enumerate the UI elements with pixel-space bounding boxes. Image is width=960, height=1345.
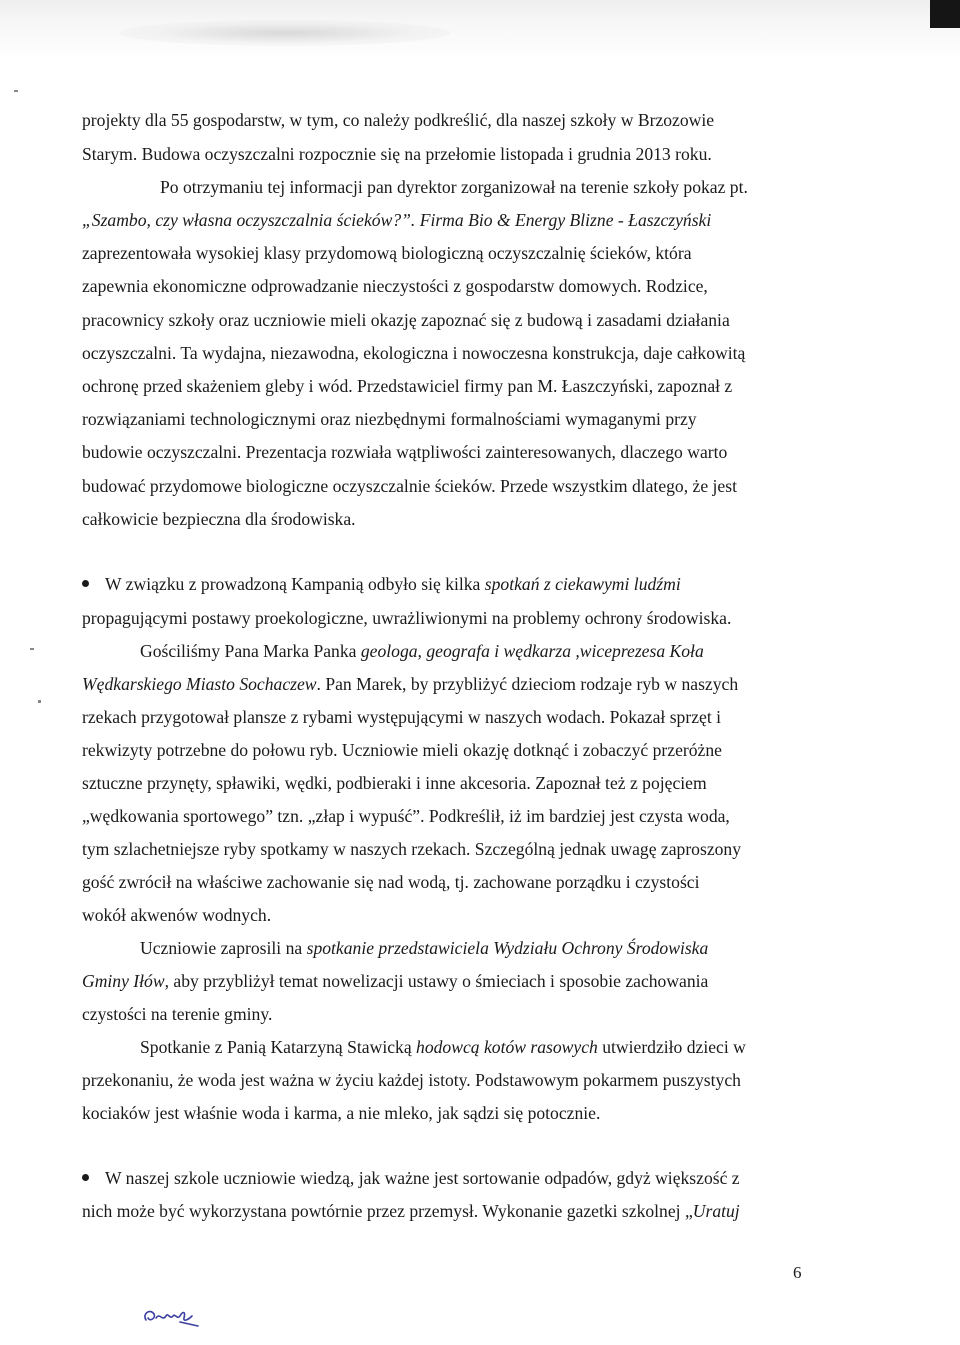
- text-line: zaprezentowała wysokiej klasy przydomową biologiczną oczyszczalnię ścieków, która: [82, 243, 692, 263]
- scan-speck: [30, 648, 34, 650]
- text-line: oczyszczalni. Ta wydajna, niezawodna, ekologiczna i nowoczesna konstrukcja, daje całkowitą: [82, 343, 746, 363]
- text-line: nich może być wykorzystana powtórnie przez przemysł. Wykonanie gazetki szkolnej „Uratuj: [82, 1201, 740, 1221]
- bullet-item: W naszej szkole uczniowie wiedzą, jak ważne jest sortowanie odpadów, gdyż większość z: [82, 1168, 740, 1188]
- text-line: zapewnia ekonomiczne odprowadzanie nieczystości z gospodarstw domowych. Rodzice,: [82, 276, 708, 296]
- text-line: ochronę przed skażeniem gleby i wód. Przedstawiciel firmy pan M. Łaszczyński, zapoznał z: [82, 376, 733, 396]
- text-line: pracownicy szkoły oraz uczniowie mieli okazję zapoznać się z budową i zasadami działania: [82, 310, 730, 330]
- text-line: przekonaniu, że woda jest ważna w życiu każdej istoty. Podstawowym pokarmem puszystych: [82, 1070, 741, 1090]
- text-line: „Szambo, czy własna oczyszczalnia ścieków?”. Firma Bio & Energy Blizne - Łaszczyński: [82, 210, 712, 230]
- text-line: Gminy Iłów, aby przybliżył temat nowelizacji ustawy o śmieciach i sposobie zachowania: [82, 971, 709, 991]
- scan-speck: [14, 90, 18, 92]
- text-line: rozwiązaniami technologicznymi oraz niezbędnymi formalnościami wymaganymi przy: [82, 409, 697, 429]
- bullet-icon: [82, 580, 89, 587]
- text-line: Wędkarskiego Miasto Sochaczew. Pan Marek, by przybliżyć dzieciom rodzaje ryb w naszych: [82, 674, 739, 694]
- bullet-icon: [82, 1174, 89, 1181]
- text-line: projekty dla 55 gospodarstw, w tym, co należy podkreślić, dla naszej szkoły w Brzozowie: [82, 110, 715, 130]
- text-line: budować przydomowe biologiczne oczyszczalnie ścieków. Przede wszystkim dlatego, że jest: [82, 476, 737, 496]
- text-line: kociaków jest właśnie woda i karma, a nie mleko, jak sądzi się potocznie.: [82, 1103, 601, 1123]
- text-line: Spotkanie z Panią Katarzyną Stawicką hodowcą kotów rasowych utwierdziło dzieci w: [140, 1037, 746, 1057]
- page-number: 6: [793, 1263, 802, 1282]
- scan-smudge: [120, 20, 450, 46]
- text-line: wokół akwenów wodnych.: [82, 905, 272, 925]
- text-line: rzekach przygotował plansze z rybami występującymi w naszych wodach. Pokazał sprzęt i: [82, 707, 722, 727]
- text-line: Uczniowie zaprosili na spotkanie przedstawiciela Wydziału Ochrony Środowiska: [140, 938, 709, 958]
- bullet-item: W związku z prowadzoną Kampanią odbyło się kilka spotkań z ciekawymi ludźmi: [82, 574, 681, 594]
- text-line: czystości na terenie gminy.: [82, 1004, 273, 1024]
- scan-speck: [38, 700, 41, 703]
- scan-corner-mark: [930, 0, 960, 28]
- text-line: budowie oczyszczalni. Prezentacja rozwiała wątpliwości zainteresowanych, dlaczego warto: [82, 442, 728, 462]
- text-line: tym szlachetniejsze ryby spotkamy w naszych rzekach. Szczególną jednak uwagę zaproszony: [82, 839, 742, 859]
- text-line: Gościliśmy Pana Marka Panka geologa, geografa i wędkarza ,wiceprezesa Koła: [140, 641, 704, 661]
- text-line: Starym. Budowa oczyszczalni rozpocznie się na przełomie listopada i grudnia 2013 roku.: [82, 144, 712, 164]
- text-line: „wędkowania sportowego” tzn. „złap i wypuść”. Podkreślił, iż im bardziej jest czysta woda,: [82, 806, 730, 826]
- text-line: propagującymi postawy proekologiczne, uwrażliwionymi na problemy ochrony środowiska.: [82, 608, 732, 628]
- text-line: gość zwrócił na właściwe zachowanie się nad wodą, tj. zachowane porządku i czystości: [82, 872, 700, 892]
- text-line: Po otrzymaniu tej informacji pan dyrektor zorganizował na terenie szkoły pokaz pt.: [160, 177, 748, 197]
- text-line: całkowicie bezpieczna dla środowiska.: [82, 509, 356, 529]
- signature-icon: [140, 1296, 202, 1332]
- text-line: sztuczne przynęty, spławiki, wędki, podbieraki i inne akcesoria. Zapoznał też z pojęciem: [82, 773, 707, 793]
- text-line: rekwizyty potrzebne do połowu ryb. Uczniowie mieli okazję dotknąć i zobaczyć przeróżne: [82, 740, 722, 760]
